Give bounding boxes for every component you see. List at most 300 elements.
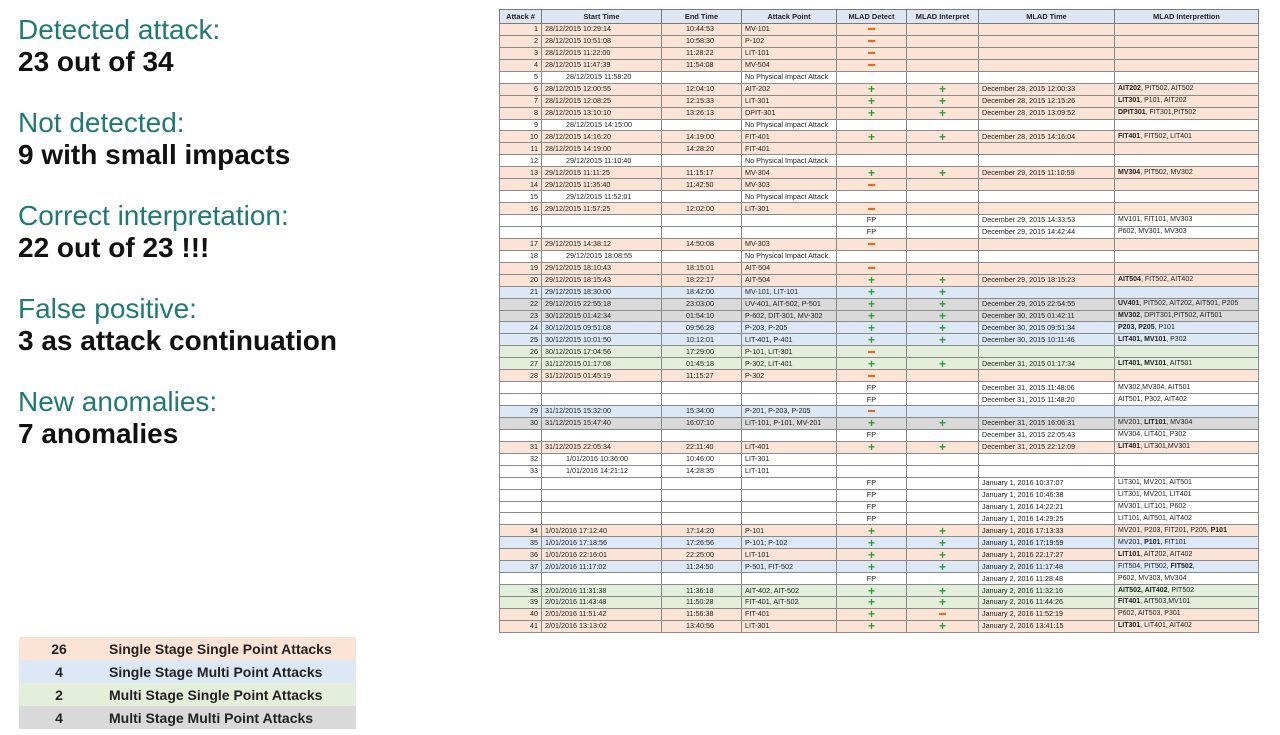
- attack-point-cell: MV-504: [742, 59, 837, 71]
- mlad-interpret-cell: +: [907, 95, 979, 107]
- mlad-interpretation-cell: [1115, 286, 1259, 298]
- mlad-interpret-cell: [907, 453, 979, 465]
- start-time-cell: 29/12/2015 11:10:40: [542, 155, 662, 167]
- mlad-interpret-cell: [907, 262, 979, 274]
- end-time-cell: [662, 501, 742, 513]
- start-time-cell: 2/01/2016 11:17:02: [542, 561, 662, 573]
- start-time-cell: 28/12/2015 11:22:00: [542, 47, 662, 59]
- attack-category-legend: [19, 637, 356, 729]
- table-row: [500, 215, 1259, 227]
- mlad-detect-cell: [837, 465, 907, 477]
- start-time-cell: 1/01/2016 22:16:01: [542, 549, 662, 561]
- summary-value: 7 anomalies: [18, 418, 179, 449]
- mlad-interpret-cell: +: [907, 597, 979, 609]
- mlad-detect-cell: +: [837, 95, 907, 107]
- mlad-interpretation-cell: LIT401, LIT301,MV301: [1115, 441, 1259, 453]
- legend-row: [19, 683, 356, 706]
- mlad-interpretation-cell: AIT504, FIT502, AIT402: [1115, 274, 1259, 286]
- summary-block: [18, 386, 478, 450]
- mlad-interpretation-cell: MV302, DPIT301,PIT502, AIT501: [1115, 310, 1259, 322]
- attack-point-cell: P-302, LIT-401: [742, 358, 837, 370]
- mlad-interpretation-cell: DPIT301, FIT301,PIT502: [1115, 107, 1259, 119]
- mlad-interpret-cell: [907, 191, 979, 203]
- mlad-detect-cell: +: [837, 597, 907, 609]
- mlad-detect-cell: [837, 250, 907, 262]
- attack-point-cell: No Physical Impact Attack: [742, 71, 837, 83]
- mlad-detect-cell: FP: [837, 394, 907, 406]
- attack-point-cell: No Physical Impact Attack: [742, 191, 837, 203]
- mlad-interpretation-cell: FIT401, AIT503,MV101: [1115, 597, 1259, 609]
- attack-number-cell: 12: [500, 155, 542, 167]
- end-time-cell: [662, 489, 742, 501]
- table-row: [500, 620, 1259, 632]
- table-row: [500, 429, 1259, 441]
- start-time-cell: [542, 477, 662, 489]
- legend-count: 26: [51, 640, 67, 657]
- legend-label: Multi Stage Single Point Attacks: [109, 686, 323, 703]
- start-time-cell: 28/12/2015 14:19:00: [542, 143, 662, 155]
- mlad-time-cell: [979, 71, 1115, 83]
- legend-count: 4: [55, 663, 63, 680]
- mlad-detect-cell: FP: [837, 573, 907, 585]
- attack-point-cell: No Physical Impact Attack: [742, 155, 837, 167]
- mlad-detect-cell: [837, 71, 907, 83]
- start-time-cell: [542, 394, 662, 406]
- attack-number-cell: 40: [500, 608, 542, 620]
- table-row: [500, 119, 1259, 131]
- summary-label: Correct interpretation:: [18, 200, 289, 231]
- mlad-interpretation-cell: [1115, 250, 1259, 262]
- attack-point-cell: P-101; P-102: [742, 537, 837, 549]
- mlad-interpretation-cell: MV302,MV304, AIT501: [1115, 382, 1259, 394]
- attack-number-cell: 6: [500, 83, 542, 95]
- mlad-time-cell: December 30, 2015 01:42:11: [979, 310, 1115, 322]
- mlad-interpret-cell: [907, 179, 979, 191]
- mlad-time-cell: January 2, 2016 11:44:26: [979, 597, 1115, 609]
- attack-number-cell: [500, 429, 542, 441]
- mlad-detect-cell: ▬: [837, 35, 907, 47]
- attack-number-cell: 35: [500, 537, 542, 549]
- start-time-cell: 28/12/2015 14:15:00: [542, 119, 662, 131]
- attack-point-cell: No Physical Impact Attack: [742, 250, 837, 262]
- table-row: [500, 286, 1259, 298]
- mlad-interpret-cell: +: [907, 585, 979, 597]
- mlad-interpretation-cell: MV301, LIT101, P602: [1115, 501, 1259, 513]
- column-header: End Time: [662, 10, 742, 24]
- table-row: [500, 274, 1259, 286]
- attack-number-cell: 3: [500, 47, 542, 59]
- mlad-interpretation-cell: [1115, 203, 1259, 215]
- legend-count: 4: [55, 709, 63, 726]
- column-header: Start Time: [542, 10, 662, 24]
- attack-number-cell: 37: [500, 561, 542, 573]
- attack-results-table: [499, 9, 1259, 633]
- end-time-cell: 23:03:00: [662, 298, 742, 310]
- mlad-interpret-cell: +: [907, 417, 979, 429]
- start-time-cell: 30/12/2015 17:04:56: [542, 346, 662, 358]
- start-time-cell: 28/12/2015 11:47:39: [542, 59, 662, 71]
- end-time-cell: [662, 250, 742, 262]
- attack-number-cell: 27: [500, 358, 542, 370]
- end-time-cell: [662, 394, 742, 406]
- mlad-time-cell: [979, 238, 1115, 250]
- start-time-cell: 29/12/2015 14:38:12: [542, 238, 662, 250]
- attack-number-cell: 26: [500, 346, 542, 358]
- mlad-interpretation-cell: [1115, 119, 1259, 131]
- mlad-detect-cell: [837, 155, 907, 167]
- column-header: MLAD Time: [979, 10, 1115, 24]
- start-time-cell: 28/12/2015 10:51:08: [542, 35, 662, 47]
- attack-point-cell: P-101, LIT-301: [742, 346, 837, 358]
- mlad-detect-cell: +: [837, 620, 907, 632]
- mlad-interpret-cell: [907, 465, 979, 477]
- mlad-interpretation-cell: MV201, P203, FIT201, P205, P101: [1115, 525, 1259, 537]
- start-time-cell: 1/01/2016 17:12:40: [542, 525, 662, 537]
- attack-number-cell: [500, 382, 542, 394]
- start-time-cell: 29/12/2015 11:52:01: [542, 191, 662, 203]
- mlad-interpretation-cell: MV304, PIT502, MV302: [1115, 167, 1259, 179]
- start-time-cell: 31/12/2015 15:32:00: [542, 406, 662, 418]
- table-row: [500, 83, 1259, 95]
- start-time-cell: 31/12/2015 01:17:08: [542, 358, 662, 370]
- mlad-time-cell: December 31, 2015 11:48:20: [979, 394, 1115, 406]
- attack-number-cell: 21: [500, 286, 542, 298]
- mlad-interpret-cell: [907, 155, 979, 167]
- mlad-interpret-cell: [907, 477, 979, 489]
- start-time-cell: [542, 382, 662, 394]
- mlad-time-cell: [979, 286, 1115, 298]
- mlad-interpretation-cell: LIT101, AIT501, AIT402: [1115, 513, 1259, 525]
- start-time-cell: 1/01/2016 10:36:00: [542, 453, 662, 465]
- end-time-cell: 11:15:27: [662, 370, 742, 382]
- table-row: [500, 406, 1259, 418]
- end-time-cell: 11:36:18: [662, 585, 742, 597]
- mlad-interpretation-cell: P602, MV303, MV304: [1115, 573, 1259, 585]
- mlad-interpretation-cell: P203, P205, P101: [1115, 322, 1259, 334]
- mlad-interpretation-cell: LIT101, AIT202, AIT402: [1115, 549, 1259, 561]
- mlad-detect-cell: ▬: [837, 370, 907, 382]
- start-time-cell: 28/12/2015 13:10:10: [542, 107, 662, 119]
- table-row: [500, 310, 1259, 322]
- mlad-time-cell: [979, 346, 1115, 358]
- mlad-interpret-cell: [907, 429, 979, 441]
- mlad-time-cell: [979, 203, 1115, 215]
- mlad-time-cell: [979, 155, 1115, 167]
- mlad-interpret-cell: [907, 394, 979, 406]
- end-time-cell: 15:34:00: [662, 406, 742, 418]
- table-row: [500, 191, 1259, 203]
- mlad-interpretation-cell: UV401, PIT502, AIT202, AIT501, P205: [1115, 298, 1259, 310]
- mlad-interpretation-cell: P602, MV301, MV303: [1115, 226, 1259, 238]
- attack-number-cell: 4: [500, 59, 542, 71]
- attack-point-cell: [742, 477, 837, 489]
- mlad-interpretation-cell: [1115, 262, 1259, 274]
- attack-number-cell: [500, 215, 542, 227]
- summary-label: Not detected:: [18, 107, 185, 138]
- mlad-interpret-cell: [907, 215, 979, 227]
- mlad-detect-cell: +: [837, 525, 907, 537]
- attack-point-cell: P-302: [742, 370, 837, 382]
- mlad-interpret-cell: [907, 35, 979, 47]
- legend-label: Single Stage Single Point Attacks: [109, 640, 332, 657]
- mlad-time-cell: December 30, 2015 09:51:34: [979, 322, 1115, 334]
- mlad-interpret-cell: +: [907, 525, 979, 537]
- attack-number-cell: 19: [500, 262, 542, 274]
- mlad-time-cell: January 1, 2016 10:46:38: [979, 489, 1115, 501]
- mlad-time-cell: January 1, 2016 10:37:07: [979, 477, 1115, 489]
- end-time-cell: 14:28:20: [662, 143, 742, 155]
- mlad-interpretation-cell: FIT401, FIT502, LIT401: [1115, 131, 1259, 143]
- mlad-time-cell: January 1, 2016 14:22:21: [979, 501, 1115, 513]
- end-time-cell: 12:04:10: [662, 83, 742, 95]
- end-time-cell: 09:56:28: [662, 322, 742, 334]
- table-row: [500, 465, 1259, 477]
- attack-number-cell: 22: [500, 298, 542, 310]
- mlad-time-cell: [979, 370, 1115, 382]
- mlad-time-cell: December 29, 2015 11:10:59: [979, 167, 1115, 179]
- column-header: MLAD Interpret: [907, 10, 979, 24]
- table-row: [500, 250, 1259, 262]
- mlad-interpretation-cell: [1115, 406, 1259, 418]
- mlad-time-cell: [979, 262, 1115, 274]
- summary-label: False positive:: [18, 293, 197, 324]
- attack-number-cell: 15: [500, 191, 542, 203]
- mlad-interpret-cell: +: [907, 274, 979, 286]
- mlad-interpret-cell: [907, 489, 979, 501]
- mlad-interpret-cell: +: [907, 131, 979, 143]
- attack-point-cell: LIT-401, P-401: [742, 334, 837, 346]
- start-time-cell: [542, 215, 662, 227]
- attack-point-cell: [742, 226, 837, 238]
- end-time-cell: 11:42:50: [662, 179, 742, 191]
- mlad-detect-cell: ▬: [837, 47, 907, 59]
- attack-point-cell: MV-303: [742, 179, 837, 191]
- mlad-time-cell: December 31, 2015 22:12:09: [979, 441, 1115, 453]
- column-header: Attack #: [500, 10, 542, 24]
- start-time-cell: 2/01/2016 11:51:42: [542, 608, 662, 620]
- end-time-cell: 14:28:35: [662, 465, 742, 477]
- attack-point-cell: P-101: [742, 525, 837, 537]
- table-row: [500, 382, 1259, 394]
- mlad-time-cell: December 28, 2015 14:16:04: [979, 131, 1115, 143]
- mlad-interpret-cell: [907, 573, 979, 585]
- table-row: [500, 489, 1259, 501]
- mlad-time-cell: December 28, 2015 12:15:26: [979, 95, 1115, 107]
- mlad-time-cell: December 29, 2015 18:15:23: [979, 274, 1115, 286]
- mlad-interpretation-cell: LIT301, LIT401, AIT402: [1115, 620, 1259, 632]
- mlad-detect-cell: FP: [837, 501, 907, 513]
- start-time-cell: 30/12/2015 10:01:50: [542, 334, 662, 346]
- mlad-detect-cell: +: [837, 549, 907, 561]
- table-row: [500, 417, 1259, 429]
- table-row: [500, 453, 1259, 465]
- end-time-cell: [662, 573, 742, 585]
- end-time-cell: 11:24:50: [662, 561, 742, 573]
- mlad-detect-cell: +: [837, 274, 907, 286]
- end-time-cell: 11:54:08: [662, 59, 742, 71]
- end-time-cell: [662, 382, 742, 394]
- mlad-interpret-cell: [907, 250, 979, 262]
- mlad-interpret-cell: +: [907, 620, 979, 632]
- attack-point-cell: [742, 215, 837, 227]
- mlad-interpretation-cell: [1115, 453, 1259, 465]
- start-time-cell: 29/12/2015 11:11:25: [542, 167, 662, 179]
- table-row: [500, 525, 1259, 537]
- mlad-detect-cell: +: [837, 537, 907, 549]
- attack-number-cell: 39: [500, 597, 542, 609]
- attack-number-cell: 32: [500, 453, 542, 465]
- mlad-interpret-cell: +: [907, 298, 979, 310]
- mlad-detect-cell: +: [837, 107, 907, 119]
- end-time-cell: 22:25:00: [662, 549, 742, 561]
- mlad-interpret-cell: [907, 24, 979, 36]
- mlad-interpret-cell: +: [907, 537, 979, 549]
- end-time-cell: [662, 119, 742, 131]
- table-row: [500, 179, 1259, 191]
- mlad-interpretation-cell: LIT301, P101, AIT202: [1115, 95, 1259, 107]
- mlad-interpret-cell: +: [907, 322, 979, 334]
- attack-point-cell: LIT-301: [742, 620, 837, 632]
- mlad-time-cell: [979, 191, 1115, 203]
- table-row: [500, 477, 1259, 489]
- mlad-interpretation-cell: AIT501, P302, AIT402: [1115, 394, 1259, 406]
- end-time-cell: 11:15:17: [662, 167, 742, 179]
- mlad-detect-cell: +: [837, 561, 907, 573]
- table-row: [500, 358, 1259, 370]
- mlad-time-cell: December 29, 2015 14:42:44: [979, 226, 1115, 238]
- table-row: [500, 226, 1259, 238]
- column-header: MLAD Interprettion: [1115, 10, 1259, 24]
- mlad-interpretation-cell: MV304, LIT401, P302: [1115, 429, 1259, 441]
- mlad-interpretation-cell: [1115, 24, 1259, 36]
- summary-value: 9 with small impacts: [18, 139, 291, 170]
- attack-number-cell: [500, 226, 542, 238]
- attack-number-cell: 1: [500, 24, 542, 36]
- attack-point-cell: P-501, FIT-502: [742, 561, 837, 573]
- end-time-cell: [662, 429, 742, 441]
- attack-point-cell: P-102: [742, 35, 837, 47]
- table-row: [500, 573, 1259, 585]
- mlad-interpret-cell: +: [907, 107, 979, 119]
- attack-number-cell: 9: [500, 119, 542, 131]
- mlad-detect-cell: +: [837, 131, 907, 143]
- attack-point-cell: LIT-101: [742, 47, 837, 59]
- summary-block: [18, 293, 478, 357]
- start-time-cell: 1/01/2016 14:21:12: [542, 465, 662, 477]
- summary-block: [18, 200, 478, 264]
- mlad-interpret-cell: [907, 238, 979, 250]
- table-row: [500, 47, 1259, 59]
- table-row: [500, 35, 1259, 47]
- attack-point-cell: AIT-402, AIT-502: [742, 585, 837, 597]
- end-time-cell: 17:29:00: [662, 346, 742, 358]
- legend-label: Multi Stage Multi Point Attacks: [109, 709, 314, 726]
- end-time-cell: 22:11:40: [662, 441, 742, 453]
- attack-point-cell: [742, 573, 837, 585]
- mlad-interpretation-cell: MV201, LIT101, MV304: [1115, 417, 1259, 429]
- attack-number-cell: 7: [500, 95, 542, 107]
- mlad-interpret-cell: +: [907, 167, 979, 179]
- attack-number-cell: [500, 394, 542, 406]
- table-row: [500, 167, 1259, 179]
- summary-label: New anomalies:: [18, 386, 218, 417]
- end-time-cell: 11:28:22: [662, 47, 742, 59]
- start-time-cell: 31/12/2015 01:45:19: [542, 370, 662, 382]
- attack-number-cell: [500, 477, 542, 489]
- table-row: [500, 107, 1259, 119]
- start-time-cell: 1/01/2016 17:18:56: [542, 537, 662, 549]
- attack-point-cell: [742, 394, 837, 406]
- mlad-interpret-cell: [907, 406, 979, 418]
- mlad-detect-cell: +: [837, 358, 907, 370]
- mlad-time-cell: January 2, 2016 11:17:48: [979, 561, 1115, 573]
- mlad-time-cell: December 29, 2015 22:54:55: [979, 298, 1115, 310]
- table-row: [500, 322, 1259, 334]
- end-time-cell: 10:12:01: [662, 334, 742, 346]
- start-time-cell: [542, 226, 662, 238]
- end-time-cell: 10:44:53: [662, 24, 742, 36]
- mlad-interpret-cell: +: [907, 561, 979, 573]
- attack-point-cell: FIT-401: [742, 143, 837, 155]
- mlad-interpretation-cell: [1115, 370, 1259, 382]
- mlad-time-cell: December 31, 2015 11:48:06: [979, 382, 1115, 394]
- start-time-cell: [542, 573, 662, 585]
- mlad-detect-cell: ▬: [837, 24, 907, 36]
- start-time-cell: 28/12/2015 14:16:20: [542, 131, 662, 143]
- mlad-interpret-cell: [907, 143, 979, 155]
- attack-point-cell: LIT-101: [742, 549, 837, 561]
- mlad-interpretation-cell: [1115, 59, 1259, 71]
- attack-point-cell: [742, 489, 837, 501]
- table-row: [500, 71, 1259, 83]
- start-time-cell: 30/12/2015 01:42:34: [542, 310, 662, 322]
- summary-value: 23 out of 34: [18, 46, 174, 77]
- attack-point-cell: LIT-301: [742, 203, 837, 215]
- table-row: [500, 549, 1259, 561]
- end-time-cell: 11:50:28: [662, 597, 742, 609]
- mlad-interpretation-cell: [1115, 155, 1259, 167]
- summary-panel: [18, 14, 478, 479]
- column-header: MLAD Detect: [837, 10, 907, 24]
- attack-number-cell: 18: [500, 250, 542, 262]
- start-time-cell: 29/12/2015 18:08:55: [542, 250, 662, 262]
- table-row: [500, 346, 1259, 358]
- mlad-detect-cell: [837, 143, 907, 155]
- end-time-cell: [662, 226, 742, 238]
- mlad-detect-cell: ▬: [837, 179, 907, 191]
- attack-number-cell: [500, 489, 542, 501]
- table-row: [500, 370, 1259, 382]
- attack-point-cell: LIT-401: [742, 441, 837, 453]
- mlad-time-cell: January 1, 2016 14:29:25: [979, 513, 1115, 525]
- mlad-time-cell: January 2, 2016 11:28:48: [979, 573, 1115, 585]
- mlad-interpretation-cell: AIT202, PIT502, AIT502: [1115, 83, 1259, 95]
- attack-number-cell: [500, 501, 542, 513]
- end-time-cell: [662, 191, 742, 203]
- mlad-interpretation-cell: [1115, 191, 1259, 203]
- start-time-cell: 2/01/2016 13:13:02: [542, 620, 662, 632]
- attack-point-cell: FIT-401, AIT-502: [742, 597, 837, 609]
- table-row: [500, 501, 1259, 513]
- legend-row: [19, 637, 356, 660]
- mlad-interpretation-cell: LIT401, MV101, AIT501: [1115, 358, 1259, 370]
- end-time-cell: 14:19:00: [662, 131, 742, 143]
- mlad-time-cell: January 1, 2016 17:13:33: [979, 525, 1115, 537]
- attack-point-cell: AIT-504: [742, 274, 837, 286]
- table-row: [500, 155, 1259, 167]
- mlad-interpretation-cell: [1115, 346, 1259, 358]
- mlad-interpretation-cell: FIT504, PIT502, FIT502,: [1115, 561, 1259, 573]
